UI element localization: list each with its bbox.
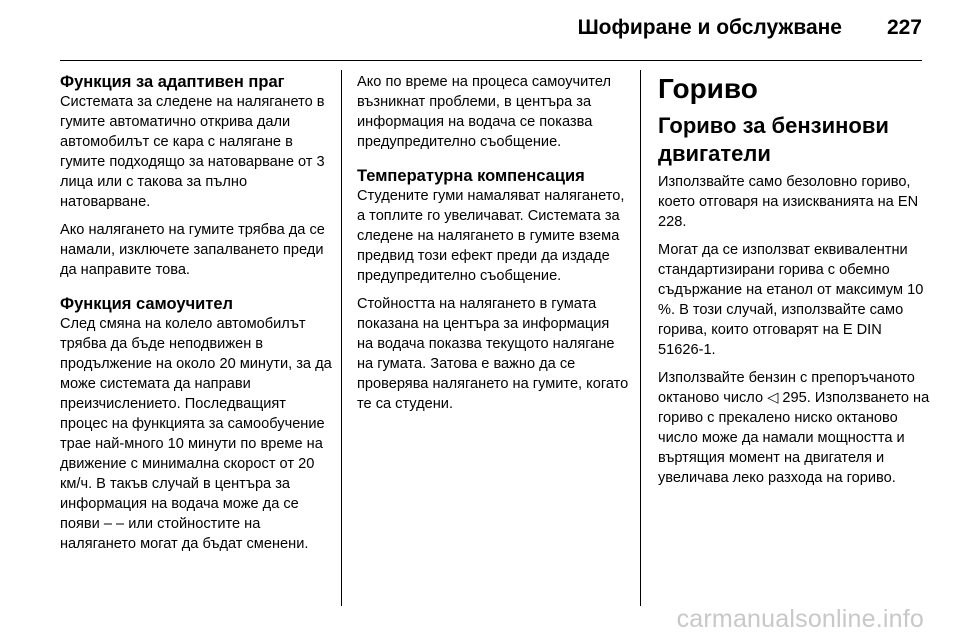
heading-fuel-petrol-engines: Гориво за бензинови двигатели <box>658 113 889 166</box>
column-2 <box>357 72 629 422</box>
column-3 <box>658 72 930 496</box>
paragraph: Системата за следене на налягането в гумите автоматично открива дали автомобилът се кара с налягане в гумите подходящо за натоварване от 3 лица или с такова за пълно натоварване. <box>60 94 325 210</box>
column-divider-2 <box>640 70 641 606</box>
paragraph: Използвайте само безоловно гориво, което отговаря на изискванията на EN 228. <box>658 174 919 230</box>
heading-temperature-compensation: Температурна компенсация <box>357 167 585 185</box>
watermark: carmanualsonline.info <box>676 605 924 633</box>
column-1 <box>60 72 332 562</box>
chapter-title-fuel: Гориво <box>658 73 758 104</box>
heading-adaptive-threshold: Функция за адаптивен праг <box>60 73 285 91</box>
paragraph: Студените гуми намаляват налягането, а топлите го увеличават. Системата за следене на налягането в гумите взема предвид този ефект преди да издаде предупредително съобщение. <box>357 188 625 284</box>
paragraph: Използвайте бензин с препоръчаното октаново число ◁ 295. Използването на гориво с прекалено ниско октаново число може да намали мощността и въртящия момент на двигателя и увеличава леко разхода на гориво. <box>658 370 930 486</box>
heading-self-learning: Функция самоучител <box>60 295 234 313</box>
paragraph: Могат да се използват еквивалентни стандартизирани горива с обемно съдържание на етанол от максимум 10 %. В този случай, използвайте само горива, които отговарят на E DIN 51626-1. <box>658 242 924 358</box>
paragraph: Ако налягането на гумите трябва да се намали, изключете запалването преди да направите това. <box>60 222 325 278</box>
page-number: 227 <box>886 16 922 39</box>
paragraph: След смяна на колело автомобилът трябва да бъде неподвижен в продължение на около 20 минути, за да може системата да направи преизчислението. Последващият процес на функцията за самообучение трае най-много 10 минути по време на движение с минимална скорост от 20 км/ч. В такъв случай в центъра за информация на водача може да се появи – – или стойностите на налягането могат да бъдат сменени. <box>60 316 332 552</box>
paragraph: Ако по време на процеса самоучител възникнат проблеми, в центъра за информация на водача се показва предупредително съобщение. <box>357 74 611 150</box>
header-divider <box>60 60 922 61</box>
section-title: Шофиране и обслужване <box>577 16 842 39</box>
paragraph: Стойността на налягането в гумата показана на центъра за информация на водача показва текущото налягане на гумата. Затова е важно да се проверява налягането на гумите, когато те са студени. <box>357 296 629 412</box>
page-header <box>0 0 960 62</box>
column-divider-1 <box>341 70 342 606</box>
